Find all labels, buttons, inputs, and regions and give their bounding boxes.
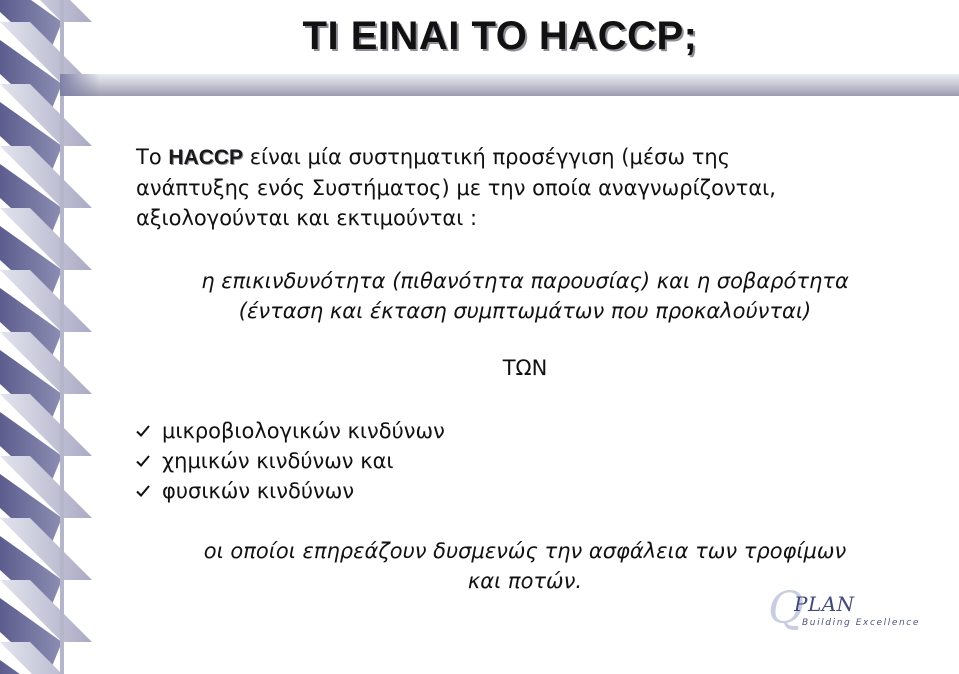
intro-prefix: Το: [136, 145, 169, 169]
decorative-left-band: [0, 0, 98, 674]
closing-line2: και ποτών.: [467, 569, 583, 593]
checkmark-icon: [136, 454, 150, 468]
intro-line3: αξιολογούνται και εκτιμούνται :: [136, 206, 478, 230]
logo-tagline: Building Excellence: [802, 618, 920, 628]
hazard-label: χημικών κινδύνων και: [162, 449, 394, 473]
connector-word: ΤΩΝ: [502, 356, 548, 380]
logo-q-mark: Q: [768, 583, 805, 634]
checkmark-icon: [136, 424, 150, 438]
title-underline-bar: [60, 74, 959, 96]
logo-name: PLAN: [794, 592, 855, 616]
risk-definition: [130, 266, 920, 326]
hazard-item: [136, 476, 445, 506]
band-edge: [60, 0, 64, 674]
intro-paragraph: [136, 142, 896, 233]
closing-line1: οι οποίοι επηρεάζουν δυσμενώς την ασφάλεια των τροφίμων: [203, 539, 847, 563]
checkmark-icon: [136, 484, 150, 498]
hazard-label: μικροβιολογικών κινδύνων: [162, 419, 445, 443]
hazard-list: [136, 416, 445, 506]
intro-line1-rest: είναι μία συστηματική προσέγγιση (μέσω της: [243, 145, 731, 169]
hazard-item: [136, 416, 445, 446]
haccp-term: HACCP: [168, 146, 244, 169]
hazard-label: φυσικών κινδύνων: [162, 479, 355, 503]
risk-line1: η επικινδυνότητα (πιθανότητα παρουσίας) και η σοβαρότητα: [201, 269, 849, 293]
page-title: ΤΙ ΕΙΝΑΙ ΤΟ HACCP;: [302, 14, 698, 58]
intro-line2: ανάπτυξης ενός Συστήματος) με την οποία αναγνωρίζονται,: [136, 176, 776, 200]
risk-line2: (ένταση και έκταση συμπτωμάτων που προκαλούνται): [238, 299, 812, 323]
hazard-item: [136, 446, 445, 476]
qplan-logo: [768, 583, 928, 638]
